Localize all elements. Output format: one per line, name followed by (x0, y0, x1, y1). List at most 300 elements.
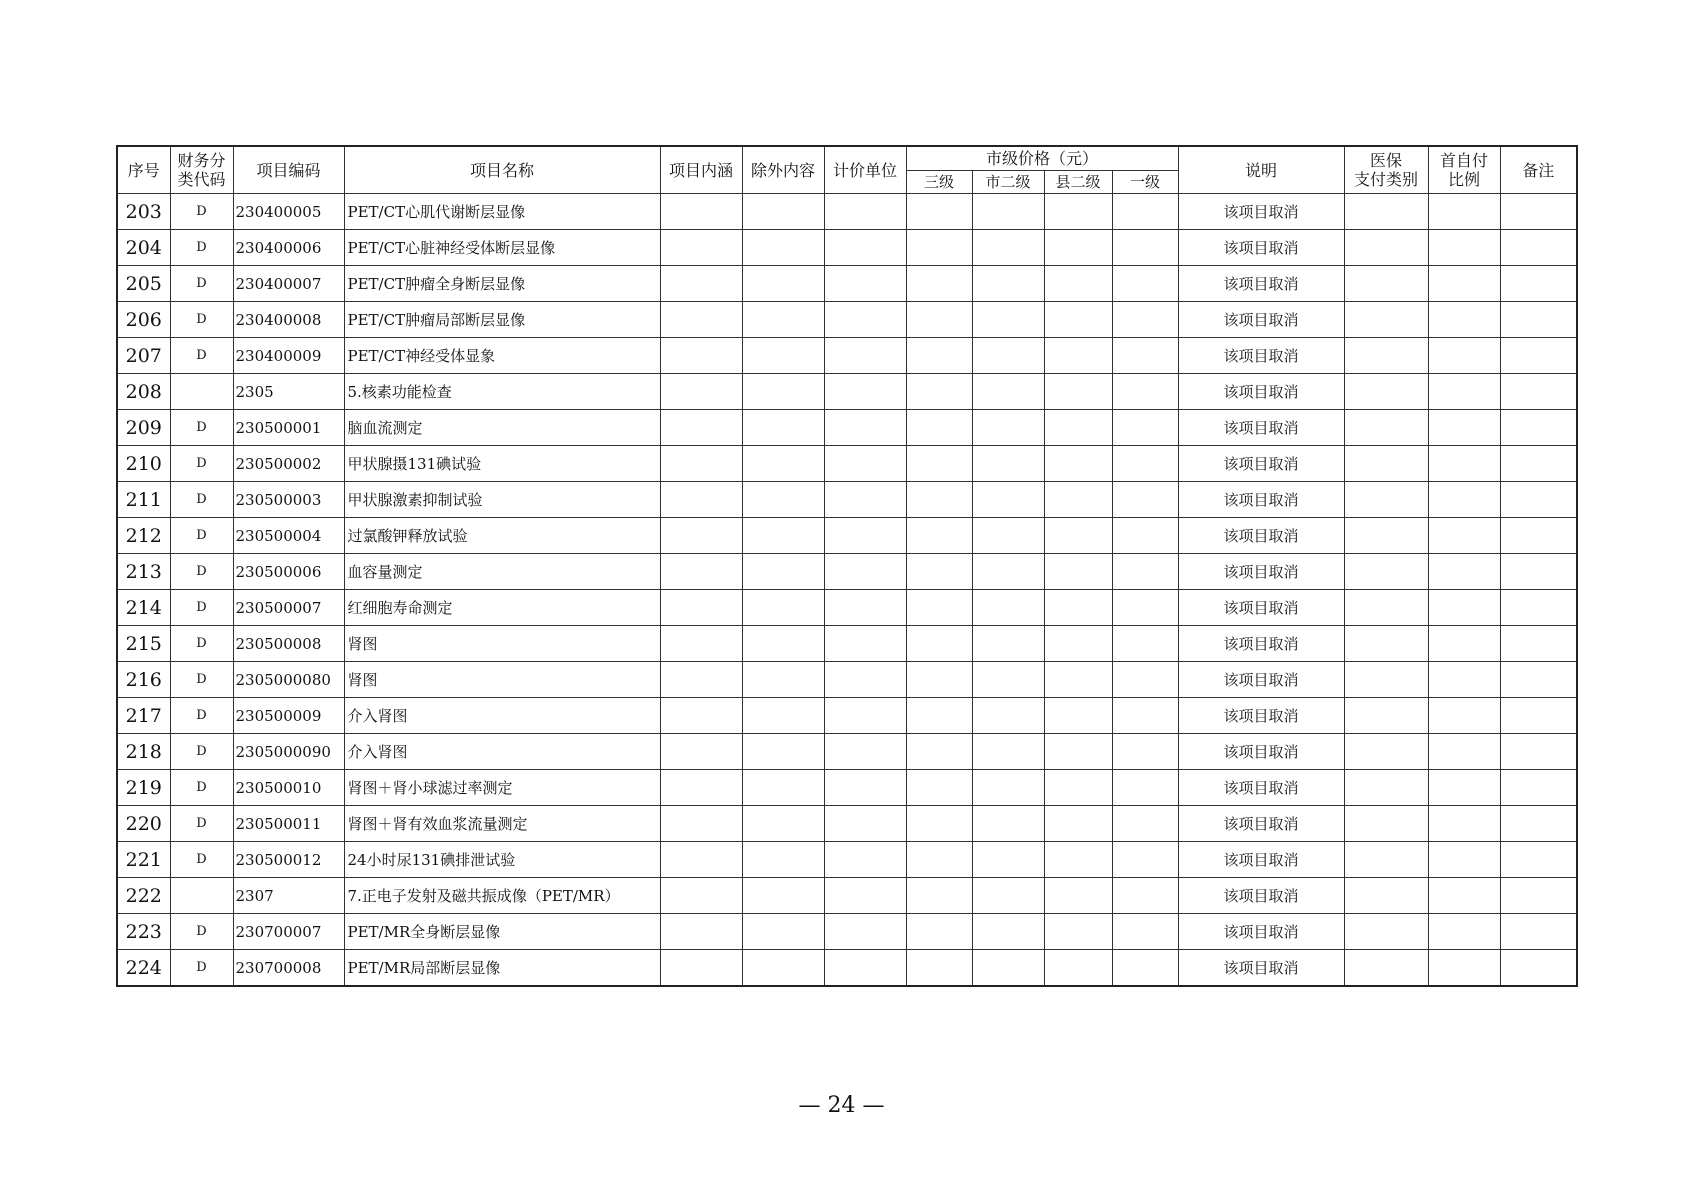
cell-selfpay (1428, 374, 1500, 410)
cell-unit (824, 266, 906, 302)
cell-price-level1 (1112, 266, 1178, 302)
cell-price-level3 (906, 806, 972, 842)
cell-seq: 203 (117, 194, 170, 230)
cell-remark (1500, 266, 1577, 302)
cell-selfpay (1428, 806, 1500, 842)
cell-note: 该项目取消 (1178, 734, 1344, 770)
cell-content (660, 302, 742, 338)
cell-remark (1500, 734, 1577, 770)
cell-price-level3 (906, 374, 972, 410)
cell-insurance (1344, 230, 1428, 266)
cell-seq: 223 (117, 914, 170, 950)
cell-price-level3 (906, 734, 972, 770)
cell-insurance (1344, 482, 1428, 518)
table-row (117, 842, 1577, 878)
header-remark: 备注 (1500, 146, 1577, 194)
table-row (117, 266, 1577, 302)
cell-price-city-level2 (972, 878, 1044, 914)
price-table (116, 145, 1578, 987)
cell-price-level1 (1112, 410, 1178, 446)
cell-remark (1500, 554, 1577, 590)
cell-selfpay (1428, 230, 1500, 266)
cell-content (660, 590, 742, 626)
cell-seq: 207 (117, 338, 170, 374)
cell-price-county-level2 (1044, 590, 1112, 626)
cell-unit (824, 662, 906, 698)
cell-price-level3 (906, 266, 972, 302)
cell-price-level3 (906, 914, 972, 950)
cell-name: 肾图 (344, 626, 660, 662)
cell-code: 2305000080 (233, 662, 344, 698)
cell-note: 该项目取消 (1178, 590, 1344, 626)
cell-content (660, 698, 742, 734)
cell-price-city-level2 (972, 662, 1044, 698)
cell-price-level1 (1112, 626, 1178, 662)
cell-price-level3 (906, 194, 972, 230)
cell-remark (1500, 590, 1577, 626)
cell-category: D (170, 698, 233, 734)
cell-note: 该项目取消 (1178, 950, 1344, 987)
cell-insurance (1344, 338, 1428, 374)
table-row (117, 734, 1577, 770)
cell-selfpay (1428, 302, 1500, 338)
cell-price-city-level2 (972, 590, 1044, 626)
cell-content (660, 626, 742, 662)
cell-price-county-level2 (1044, 914, 1112, 950)
header-seq: 序号 (117, 146, 170, 194)
cell-category: D (170, 806, 233, 842)
header-insurance-line2: 支付类别 (1354, 170, 1419, 189)
cell-unit (824, 698, 906, 734)
cell-note: 该项目取消 (1178, 662, 1344, 698)
cell-price-city-level2 (972, 230, 1044, 266)
cell-name: 红细胞寿命测定 (344, 590, 660, 626)
cell-price-county-level2 (1044, 266, 1112, 302)
cell-seq: 214 (117, 590, 170, 626)
cell-content (660, 734, 742, 770)
header-category (170, 146, 233, 194)
table-row (117, 554, 1577, 590)
cell-remark (1500, 302, 1577, 338)
cell-insurance (1344, 734, 1428, 770)
cell-unit (824, 374, 906, 410)
cell-exclusion (742, 230, 824, 266)
cell-selfpay (1428, 554, 1500, 590)
table-row (117, 518, 1577, 554)
cell-price-level1 (1112, 338, 1178, 374)
cell-price-level3 (906, 302, 972, 338)
cell-category: D (170, 410, 233, 446)
cell-insurance (1344, 662, 1428, 698)
cell-content (660, 662, 742, 698)
cell-note: 该项目取消 (1178, 806, 1344, 842)
cell-remark (1500, 626, 1577, 662)
cell-code: 230700007 (233, 914, 344, 950)
cell-code: 230400006 (233, 230, 344, 266)
page-number: — 24 — (798, 1093, 885, 1118)
cell-name: 介入肾图 (344, 734, 660, 770)
cell-insurance (1344, 554, 1428, 590)
cell-price-county-level2 (1044, 770, 1112, 806)
cell-price-city-level2 (972, 446, 1044, 482)
cell-code: 230500011 (233, 806, 344, 842)
table-row (117, 338, 1577, 374)
cell-code: 2305 (233, 374, 344, 410)
cell-exclusion (742, 626, 824, 662)
cell-content (660, 518, 742, 554)
cell-code: 230500009 (233, 698, 344, 734)
cell-insurance (1344, 806, 1428, 842)
cell-exclusion (742, 410, 824, 446)
cell-price-city-level2 (972, 302, 1044, 338)
table-row (117, 914, 1577, 950)
cell-note: 该项目取消 (1178, 266, 1344, 302)
cell-category: D (170, 554, 233, 590)
cell-price-level1 (1112, 590, 1178, 626)
cell-seq: 211 (117, 482, 170, 518)
cell-price-city-level2 (972, 518, 1044, 554)
cell-seq: 222 (117, 878, 170, 914)
cell-price-county-level2 (1044, 806, 1112, 842)
cell-price-city-level2 (972, 770, 1044, 806)
cell-code: 230500004 (233, 518, 344, 554)
cell-exclusion (742, 590, 824, 626)
cell-remark (1500, 230, 1577, 266)
cell-content (660, 194, 742, 230)
cell-price-city-level2 (972, 842, 1044, 878)
cell-price-level3 (906, 590, 972, 626)
cell-price-level3 (906, 842, 972, 878)
cell-price-level1 (1112, 734, 1178, 770)
cell-insurance (1344, 446, 1428, 482)
cell-unit (824, 842, 906, 878)
cell-exclusion (742, 338, 824, 374)
cell-category: D (170, 446, 233, 482)
cell-name: 肾图＋肾有效血浆流量测定 (344, 806, 660, 842)
cell-seq: 210 (117, 446, 170, 482)
cell-insurance (1344, 842, 1428, 878)
cell-seq: 216 (117, 662, 170, 698)
cell-price-level3 (906, 698, 972, 734)
cell-selfpay (1428, 194, 1500, 230)
cell-content (660, 770, 742, 806)
cell-code: 230500012 (233, 842, 344, 878)
cell-unit (824, 554, 906, 590)
cell-unit (824, 482, 906, 518)
cell-price-county-level2 (1044, 230, 1112, 266)
cell-content (660, 950, 742, 987)
table-row (117, 662, 1577, 698)
table-row (117, 374, 1577, 410)
cell-price-level3 (906, 446, 972, 482)
header-county-level2: 县二级 (1044, 171, 1112, 194)
cell-price-city-level2 (972, 410, 1044, 446)
cell-price-city-level2 (972, 194, 1044, 230)
cell-price-county-level2 (1044, 734, 1112, 770)
cell-price-level3 (906, 338, 972, 374)
cell-note: 该项目取消 (1178, 554, 1344, 590)
cell-selfpay (1428, 590, 1500, 626)
cell-price-level1 (1112, 914, 1178, 950)
cell-unit (824, 518, 906, 554)
cell-unit (824, 626, 906, 662)
cell-category: D (170, 338, 233, 374)
header-selfpay-line1: 首自付 (1440, 151, 1489, 170)
cell-exclusion (742, 842, 824, 878)
cell-unit (824, 878, 906, 914)
cell-content (660, 374, 742, 410)
cell-price-county-level2 (1044, 950, 1112, 987)
cell-name: PET/CT肿瘤全身断层显像 (344, 266, 660, 302)
cell-price-level3 (906, 626, 972, 662)
cell-price-level1 (1112, 698, 1178, 734)
cell-price-level1 (1112, 770, 1178, 806)
header-exclusion: 除外内容 (742, 146, 824, 194)
cell-remark (1500, 770, 1577, 806)
cell-category: D (170, 302, 233, 338)
cell-code: 230500006 (233, 554, 344, 590)
cell-insurance (1344, 194, 1428, 230)
cell-unit (824, 446, 906, 482)
cell-insurance (1344, 518, 1428, 554)
cell-content (660, 878, 742, 914)
cell-unit (824, 734, 906, 770)
cell-code: 2305000090 (233, 734, 344, 770)
cell-insurance (1344, 626, 1428, 662)
cell-insurance (1344, 914, 1428, 950)
cell-category: D (170, 518, 233, 554)
cell-exclusion (742, 734, 824, 770)
cell-unit (824, 338, 906, 374)
cell-seq: 221 (117, 842, 170, 878)
header-content: 项目内涵 (660, 146, 742, 194)
cell-note: 该项目取消 (1178, 302, 1344, 338)
cell-price-level1 (1112, 554, 1178, 590)
cell-price-city-level2 (972, 950, 1044, 987)
cell-name: PET/MR全身断层显像 (344, 914, 660, 950)
cell-selfpay (1428, 842, 1500, 878)
header-unit: 计价单位 (824, 146, 906, 194)
cell-name: 肾图＋肾小球滤过率测定 (344, 770, 660, 806)
header-code: 项目编码 (233, 146, 344, 194)
cell-note: 该项目取消 (1178, 626, 1344, 662)
cell-selfpay (1428, 662, 1500, 698)
cell-exclusion (742, 266, 824, 302)
cell-price-city-level2 (972, 482, 1044, 518)
table-header (117, 146, 1577, 194)
cell-note: 该项目取消 (1178, 230, 1344, 266)
cell-price-level3 (906, 662, 972, 698)
cell-unit (824, 230, 906, 266)
cell-name: PET/CT神经受体显象 (344, 338, 660, 374)
cell-category: D (170, 950, 233, 987)
cell-note: 该项目取消 (1178, 446, 1344, 482)
cell-remark (1500, 806, 1577, 842)
cell-remark (1500, 338, 1577, 374)
cell-exclusion (742, 302, 824, 338)
cell-price-city-level2 (972, 266, 1044, 302)
cell-name: PET/CT心肌代谢断层显像 (344, 194, 660, 230)
table-row (117, 230, 1577, 266)
header-category-line1: 财务分 (177, 151, 226, 170)
cell-insurance (1344, 374, 1428, 410)
cell-exclusion (742, 446, 824, 482)
cell-unit (824, 770, 906, 806)
cell-price-county-level2 (1044, 698, 1112, 734)
cell-insurance (1344, 878, 1428, 914)
cell-selfpay (1428, 734, 1500, 770)
cell-category: D (170, 590, 233, 626)
cell-price-level3 (906, 878, 972, 914)
cell-note: 该项目取消 (1178, 698, 1344, 734)
cell-note: 该项目取消 (1178, 338, 1344, 374)
cell-seq: 220 (117, 806, 170, 842)
cell-price-level3 (906, 410, 972, 446)
cell-selfpay (1428, 410, 1500, 446)
cell-code: 230400008 (233, 302, 344, 338)
cell-exclusion (742, 698, 824, 734)
cell-seq: 217 (117, 698, 170, 734)
cell-code: 230500010 (233, 770, 344, 806)
cell-name: 5.核素功能检查 (344, 374, 660, 410)
table-row (117, 626, 1577, 662)
cell-remark (1500, 518, 1577, 554)
cell-remark (1500, 374, 1577, 410)
cell-name: 7.正电子发射及磁共振成像（PET/MR） (344, 878, 660, 914)
cell-exclusion (742, 194, 824, 230)
cell-price-city-level2 (972, 554, 1044, 590)
cell-category: D (170, 770, 233, 806)
cell-price-level1 (1112, 662, 1178, 698)
cell-selfpay (1428, 518, 1500, 554)
cell-price-level1 (1112, 446, 1178, 482)
cell-note: 该项目取消 (1178, 770, 1344, 806)
cell-content (660, 338, 742, 374)
cell-price-level1 (1112, 806, 1178, 842)
cell-price-level1 (1112, 950, 1178, 987)
cell-unit (824, 302, 906, 338)
cell-name: 过氯酸钾释放试验 (344, 518, 660, 554)
cell-insurance (1344, 266, 1428, 302)
cell-remark (1500, 194, 1577, 230)
cell-code: 230400007 (233, 266, 344, 302)
cell-price-county-level2 (1044, 374, 1112, 410)
cell-name: PET/CT心脏神经受体断层显像 (344, 230, 660, 266)
cell-insurance (1344, 590, 1428, 626)
table-row (117, 806, 1577, 842)
cell-note: 该项目取消 (1178, 374, 1344, 410)
cell-name: PET/MR局部断层显像 (344, 950, 660, 987)
table-row (117, 302, 1577, 338)
cell-exclusion (742, 914, 824, 950)
cell-selfpay (1428, 446, 1500, 482)
table-row (117, 698, 1577, 734)
header-selfpay (1428, 146, 1500, 194)
cell-exclusion (742, 806, 824, 842)
cell-exclusion (742, 518, 824, 554)
cell-unit (824, 410, 906, 446)
cell-seq: 209 (117, 410, 170, 446)
cell-price-level1 (1112, 518, 1178, 554)
cell-content (660, 266, 742, 302)
cell-content (660, 842, 742, 878)
cell-code: 230500008 (233, 626, 344, 662)
cell-code: 230400005 (233, 194, 344, 230)
cell-content (660, 410, 742, 446)
cell-unit (824, 950, 906, 987)
cell-category: D (170, 230, 233, 266)
table-row (117, 410, 1577, 446)
header-selfpay-line2: 比例 (1448, 170, 1481, 189)
cell-selfpay (1428, 950, 1500, 987)
cell-content (660, 230, 742, 266)
cell-exclusion (742, 374, 824, 410)
cell-price-city-level2 (972, 374, 1044, 410)
header-level1: 一级 (1112, 171, 1178, 194)
cell-content (660, 806, 742, 842)
cell-note: 该项目取消 (1178, 842, 1344, 878)
cell-seq: 224 (117, 950, 170, 987)
cell-unit (824, 590, 906, 626)
cell-selfpay (1428, 482, 1500, 518)
cell-insurance (1344, 770, 1428, 806)
cell-seq: 204 (117, 230, 170, 266)
cell-price-county-level2 (1044, 446, 1112, 482)
cell-category: D (170, 194, 233, 230)
cell-price-county-level2 (1044, 482, 1112, 518)
cell-insurance (1344, 698, 1428, 734)
cell-selfpay (1428, 266, 1500, 302)
cell-exclusion (742, 770, 824, 806)
table-row (117, 590, 1577, 626)
cell-seq: 208 (117, 374, 170, 410)
cell-price-city-level2 (972, 338, 1044, 374)
cell-price-county-level2 (1044, 194, 1112, 230)
cell-insurance (1344, 410, 1428, 446)
cell-remark (1500, 842, 1577, 878)
table-row (117, 950, 1577, 987)
cell-note: 该项目取消 (1178, 410, 1344, 446)
header-price-group: 市级价格（元） (906, 146, 1178, 171)
cell-category: D (170, 842, 233, 878)
cell-seq: 212 (117, 518, 170, 554)
header-category-line2: 类代码 (177, 170, 226, 189)
table-row (117, 194, 1577, 230)
cell-selfpay (1428, 770, 1500, 806)
cell-seq: 206 (117, 302, 170, 338)
cell-category: D (170, 914, 233, 950)
cell-price-level3 (906, 770, 972, 806)
cell-content (660, 554, 742, 590)
cell-remark (1500, 914, 1577, 950)
cell-seq: 213 (117, 554, 170, 590)
cell-exclusion (742, 950, 824, 987)
cell-selfpay (1428, 914, 1500, 950)
cell-price-level1 (1112, 374, 1178, 410)
cell-remark (1500, 878, 1577, 914)
cell-price-county-level2 (1044, 410, 1112, 446)
cell-name: 血容量测定 (344, 554, 660, 590)
cell-note: 该项目取消 (1178, 518, 1344, 554)
cell-price-county-level2 (1044, 662, 1112, 698)
cell-seq: 205 (117, 266, 170, 302)
cell-name: PET/CT肿瘤局部断层显像 (344, 302, 660, 338)
cell-price-level3 (906, 482, 972, 518)
cell-code: 2307 (233, 878, 344, 914)
cell-remark (1500, 662, 1577, 698)
cell-note: 该项目取消 (1178, 194, 1344, 230)
cell-name: 甲状腺激素抑制试验 (344, 482, 660, 518)
